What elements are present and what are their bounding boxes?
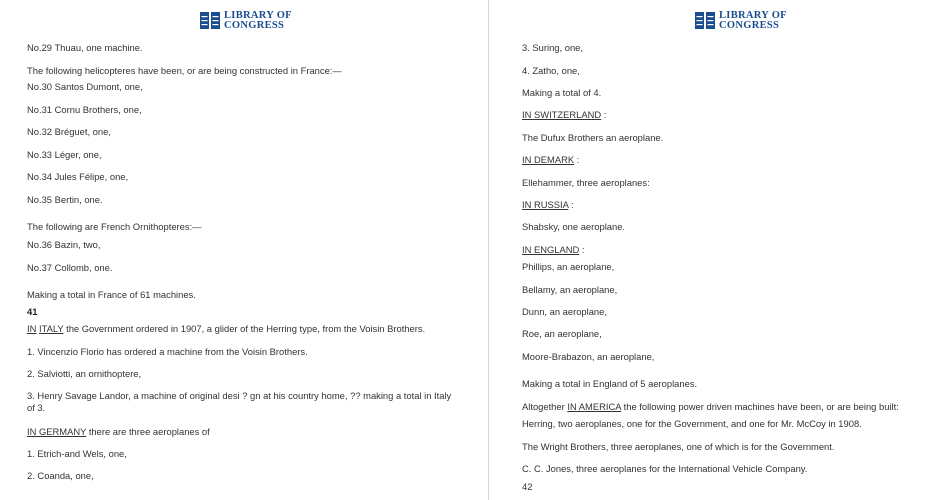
text-line: Making a total in England of 5 aeroplanes. — [522, 378, 698, 389]
section-heading-russia — [522, 199, 574, 211]
page-number: 41 — [27, 306, 38, 317]
text-line: Making a total in France of 61 machines. — [27, 289, 196, 300]
library-of-congress-logo — [200, 11, 292, 30]
america-text: the following power driven machines have been, or are being built: — [621, 401, 899, 412]
text-line: 1. Etrich-and Wels, one, — [27, 448, 127, 459]
germany-text: there are three aeroplanes of — [86, 426, 210, 437]
logo-text — [719, 11, 787, 30]
text-line: Ellehammer, three aeroplanes: — [522, 177, 650, 188]
underlined-label: IN ENGLAND — [522, 244, 580, 255]
colon: : — [579, 244, 585, 255]
text-line: Shabsky, one aeroplane. — [522, 221, 626, 232]
text-line-italy — [27, 323, 425, 335]
underlined-label: IN SWITZERLAND — [522, 109, 602, 120]
colon: : — [601, 109, 607, 120]
underlined-label: IN GERMANY — [27, 426, 87, 437]
logo-line-2: CONGRESS — [224, 19, 285, 31]
text-line: Moore-Brabazon, an aeroplane, — [522, 351, 655, 362]
underlined-in: IN — [27, 323, 37, 334]
logo-line-1: LIBRARY OF — [719, 10, 787, 21]
right-page — [489, 0, 939, 500]
text-line: The Wright Brothers, three aeroplanes, one of which is for the Government. — [522, 441, 835, 452]
text-line: No.30 Santos Dumont, one, — [27, 81, 143, 92]
section-heading-england — [522, 244, 585, 256]
text-line: Herring, two aeroplanes, one for the Government, and one for Mr. McCoy in 1908. — [522, 418, 862, 429]
text-line-germany — [27, 426, 210, 438]
logo-line-2: CONGRESS — [719, 19, 780, 31]
section-heading-demark — [522, 154, 579, 166]
underlined-label: IN RUSSIA — [522, 199, 569, 210]
underlined-country: ITALY — [38, 323, 64, 334]
text-line: 2. Salviotti, an ornithoptere, — [27, 368, 142, 379]
text-line: No.32 Bréguet, one, — [27, 126, 111, 137]
text-line: The following are French Ornithopteres:— — [27, 221, 202, 232]
text-line: Dunn, an aeroplane, — [522, 306, 607, 317]
text-line: No.33 Léger, one, — [27, 149, 102, 160]
colon: : — [574, 154, 580, 165]
book-icon — [200, 12, 220, 29]
text-line: 3. Suring, one, — [522, 42, 583, 53]
text-line: Phillips, an aeroplane, — [522, 261, 615, 272]
page-number: 42 — [522, 481, 533, 492]
text-line: Bellamy, an aeroplane, — [522, 284, 618, 295]
text-line: Making a total of 4. — [522, 87, 602, 98]
text-line: 2. Coanda, one, — [27, 470, 94, 481]
text-line: Roe, an aeroplane, — [522, 328, 602, 339]
text-line: No.34 Jules Félipe, one, — [27, 171, 129, 182]
text-line: No.36 Bazin, two, — [27, 239, 101, 250]
text-line: No.31 Cornu Brothers, one, — [27, 104, 142, 115]
underlined-label: IN DEMARK — [522, 154, 575, 165]
text-line: C. C. Jones, three aeroplanes for the International Vehicle Company. — [522, 463, 808, 474]
italy-text: the Government ordered in 1907, a glider of the Herring type, from the Voisin Brothers. — [63, 323, 426, 334]
text-line: No.29 Thuau, one machine. — [27, 42, 143, 53]
underlined-label: IN AMERICA — [567, 401, 622, 412]
section-heading-switzerland — [522, 109, 606, 121]
library-of-congress-logo — [695, 11, 787, 30]
logo-text — [224, 11, 292, 30]
text-line: The Dufux Brothers an aeroplane. — [522, 132, 664, 143]
book-icon — [695, 12, 715, 29]
america-prefix: Altogether — [522, 401, 568, 412]
text-line: The following helicopteres have been, or are being constructed in France:— — [27, 65, 342, 76]
text-line-america — [522, 401, 899, 413]
text-line: 1. Vincenzio Florio has ordered a machine from the Voisin Brothers. — [27, 346, 308, 357]
colon: : — [568, 199, 574, 210]
text-line: No.35 Bertin, one. — [27, 194, 103, 205]
text-line: 3. Henry Savage Landor, a machine of original desi ? gn at his country home, ?? making a total in Italy of 3. — [27, 390, 452, 413]
text-line: No.37 Collomb, one. — [27, 262, 113, 273]
text-line: 4. Zatho, one, — [522, 65, 580, 76]
logo-line-1: LIBRARY OF — [224, 10, 292, 21]
